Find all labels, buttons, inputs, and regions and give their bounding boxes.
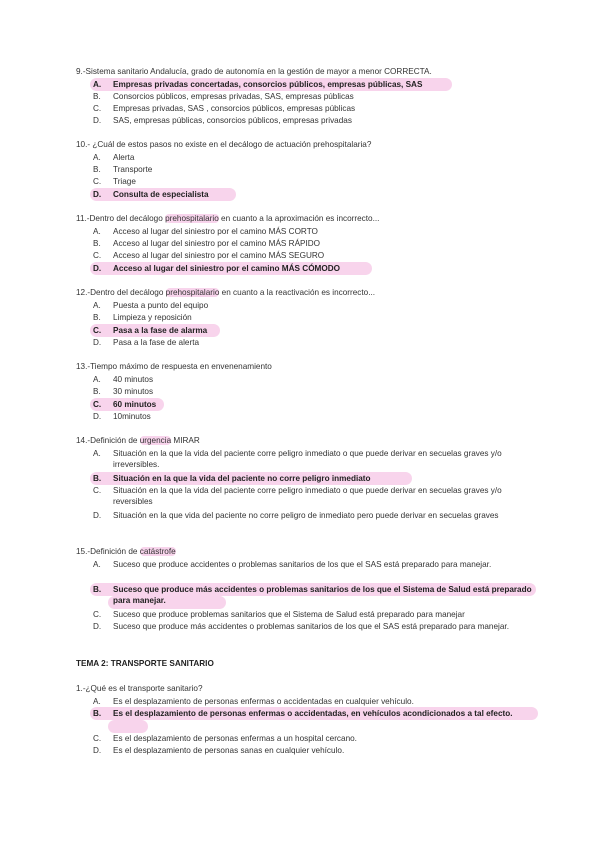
question-11 <box>76 213 379 224</box>
option-text: Acceso al lugar del siniestro por el camino MÁS CÓMODO <box>113 264 341 273</box>
option-text: Alerta <box>113 153 135 162</box>
option-text: Puesta a punto del equipo <box>113 301 209 310</box>
option-letter: B. <box>93 92 101 101</box>
option-letter: B. <box>93 239 101 248</box>
option-letter: B. <box>93 313 101 322</box>
option-text: Acceso al lugar del siniestro por el camino MÁS SEGURO <box>113 251 325 260</box>
option-letter: B. <box>93 474 102 483</box>
option-letter: D. <box>93 264 102 273</box>
option-text: Situación en la que la vida del paciente no corre peligro inmediato <box>113 474 371 483</box>
option-15d <box>93 621 543 643</box>
section-title: TEMA 2: TRANSPORTE SANITARIO <box>76 659 214 668</box>
option-text: Suceso que produce más accidentes o problemas sanitarios de los que el SAS está preparado para manejar. <box>113 622 509 631</box>
option-letter: A. <box>93 697 101 706</box>
question-t2-1: 1.-¿Qué es el transporte sanitario? <box>76 684 203 693</box>
option-letter: C. <box>93 486 102 495</box>
option-letter: C. <box>93 177 102 186</box>
highlighted-word: urgencia <box>139 436 172 445</box>
option-letter: D. <box>93 412 102 421</box>
option-text: Acceso al lugar del siniestro por el camino MÁS RÁPIDO <box>113 239 321 248</box>
option-letter: D. <box>93 746 102 755</box>
option-text: Consulta de especialista <box>113 190 209 199</box>
question-9: 9.-Sistema sanitario Andalucía, grado de autonomía en la gestión de mayor a menor CORRECTA. <box>76 67 432 76</box>
option-t2-1b <box>93 708 543 730</box>
option-letter: A. <box>93 301 101 310</box>
highlighted-word: prehospitalario <box>165 288 220 297</box>
option-text: SAS, empresas públicas, consorcios públicos, empresas privadas <box>113 116 352 125</box>
option-letter: B. <box>93 387 101 396</box>
option-14d <box>93 510 543 532</box>
option-letter: D. <box>93 511 102 520</box>
option-14c <box>93 485 543 507</box>
option-text: 40 minutos <box>113 375 154 384</box>
option-text: 60 minutos <box>113 400 157 409</box>
option-letter: C. <box>93 400 102 409</box>
option-text: Situación en la que la vida del paciente corre peligro inmediato o que puede derivar en secuelas graves y/o irreversibles. <box>113 449 502 469</box>
question-text: MIRAR <box>171 436 200 445</box>
option-letter: C. <box>93 104 102 113</box>
option-text: Es el desplazamiento de personas enfermas o accidentadas en cualquier vehículo. <box>113 697 414 706</box>
option-letter: C. <box>93 610 102 619</box>
option-text: Suceso que produce más accidentes o problemas sanitarios de los que el Sistema de Salud está preparado para manejar. <box>113 585 532 605</box>
highlighted-word: prehospitalario <box>165 214 219 223</box>
question-text: en cuanto a la aproximación es incorrecto... <box>218 214 380 223</box>
option-letter: A. <box>93 227 101 236</box>
question-14 <box>76 435 200 446</box>
option-letter: B. <box>93 165 101 174</box>
option-letter: B. <box>93 585 102 594</box>
option-text: Suceso que produce accidentes o problemas sanitarios de los que el SAS está preparado para manejar. <box>113 560 492 569</box>
option-15a <box>93 559 543 581</box>
option-letter: A. <box>93 375 101 384</box>
option-letter: D. <box>93 338 102 347</box>
option-letter: C. <box>93 251 102 260</box>
option-text: Limpieza y reposición <box>113 313 192 322</box>
option-text: Acceso al lugar del siniestro por el camino MÁS CORTO <box>113 227 318 236</box>
question-13: 13.-Tiempo máximo de respuesta en envenenamiento <box>76 362 272 371</box>
option-letter: C. <box>93 326 102 335</box>
option-text: Suceso que produce problemas sanitarios que el Sistema de Salud está preparado para manejar <box>113 610 465 619</box>
option-letter: D. <box>93 190 102 199</box>
option-letter: A. <box>93 560 101 569</box>
option-letter: C. <box>93 734 102 743</box>
option-text: Situación en la que la vida del paciente corre peligro inmediato o que puede derivar en secuelas graves y/o reversibles <box>113 486 502 506</box>
option-text: Es el desplazamiento de personas enfermas a un hospital cercano. <box>113 734 357 743</box>
question-text: 15.-Definición de <box>76 547 140 556</box>
option-text: Situación en la que vida del paciente no corre peligro de inmediato pero puede derivar en secuelas graves <box>113 511 499 520</box>
option-text: 30 minutos <box>113 387 154 396</box>
option-text: Es el desplazamiento de personas sanas en cualquier vehículo. <box>113 746 345 755</box>
question-text: 14.-Definición de <box>76 436 140 445</box>
option-letter: D. <box>93 116 102 125</box>
highlighted-word: catástrofe <box>139 547 176 556</box>
question-text: 11.-Dentro del decálogo <box>76 214 166 223</box>
option-letter: A. <box>93 80 102 89</box>
question-12 <box>76 287 375 298</box>
question-15 <box>76 546 176 557</box>
option-text: Triage <box>113 177 136 186</box>
option-14a <box>93 448 543 470</box>
option-letter: D. <box>93 622 102 631</box>
option-text: Transporte <box>113 165 153 174</box>
option-text: Pasa a la fase de alerta <box>113 338 200 347</box>
option-text: Consorcios públicos, empresas privadas, SAS, empresas públicas <box>113 92 354 101</box>
option-text: Pasa a la fase de alarma <box>113 326 208 335</box>
option-15b <box>93 584 543 606</box>
option-text: Es el desplazamiento de personas enfermas o accidentadas, en vehículos acondicionados a tal efecto. <box>113 709 513 718</box>
option-text: Empresas privadas concertadas, consorcios públicos, empresas públicas, SAS <box>113 80 423 89</box>
option-text: Empresas privadas, SAS , consorcios públicos, empresas públicas <box>113 104 356 113</box>
option-letter: B. <box>93 709 102 718</box>
question-text: 12.-Dentro del decálogo <box>76 288 166 297</box>
option-text: 10minutos <box>113 412 151 421</box>
option-letter: A. <box>93 449 101 458</box>
option-letter: A. <box>93 153 101 162</box>
question-10: 10.- ¿Cuál de estos pasos no existe en el decálogo de actuación prehospitalaria? <box>76 140 372 149</box>
question-text: en cuanto a la reactivación es incorrecto... <box>219 288 376 297</box>
